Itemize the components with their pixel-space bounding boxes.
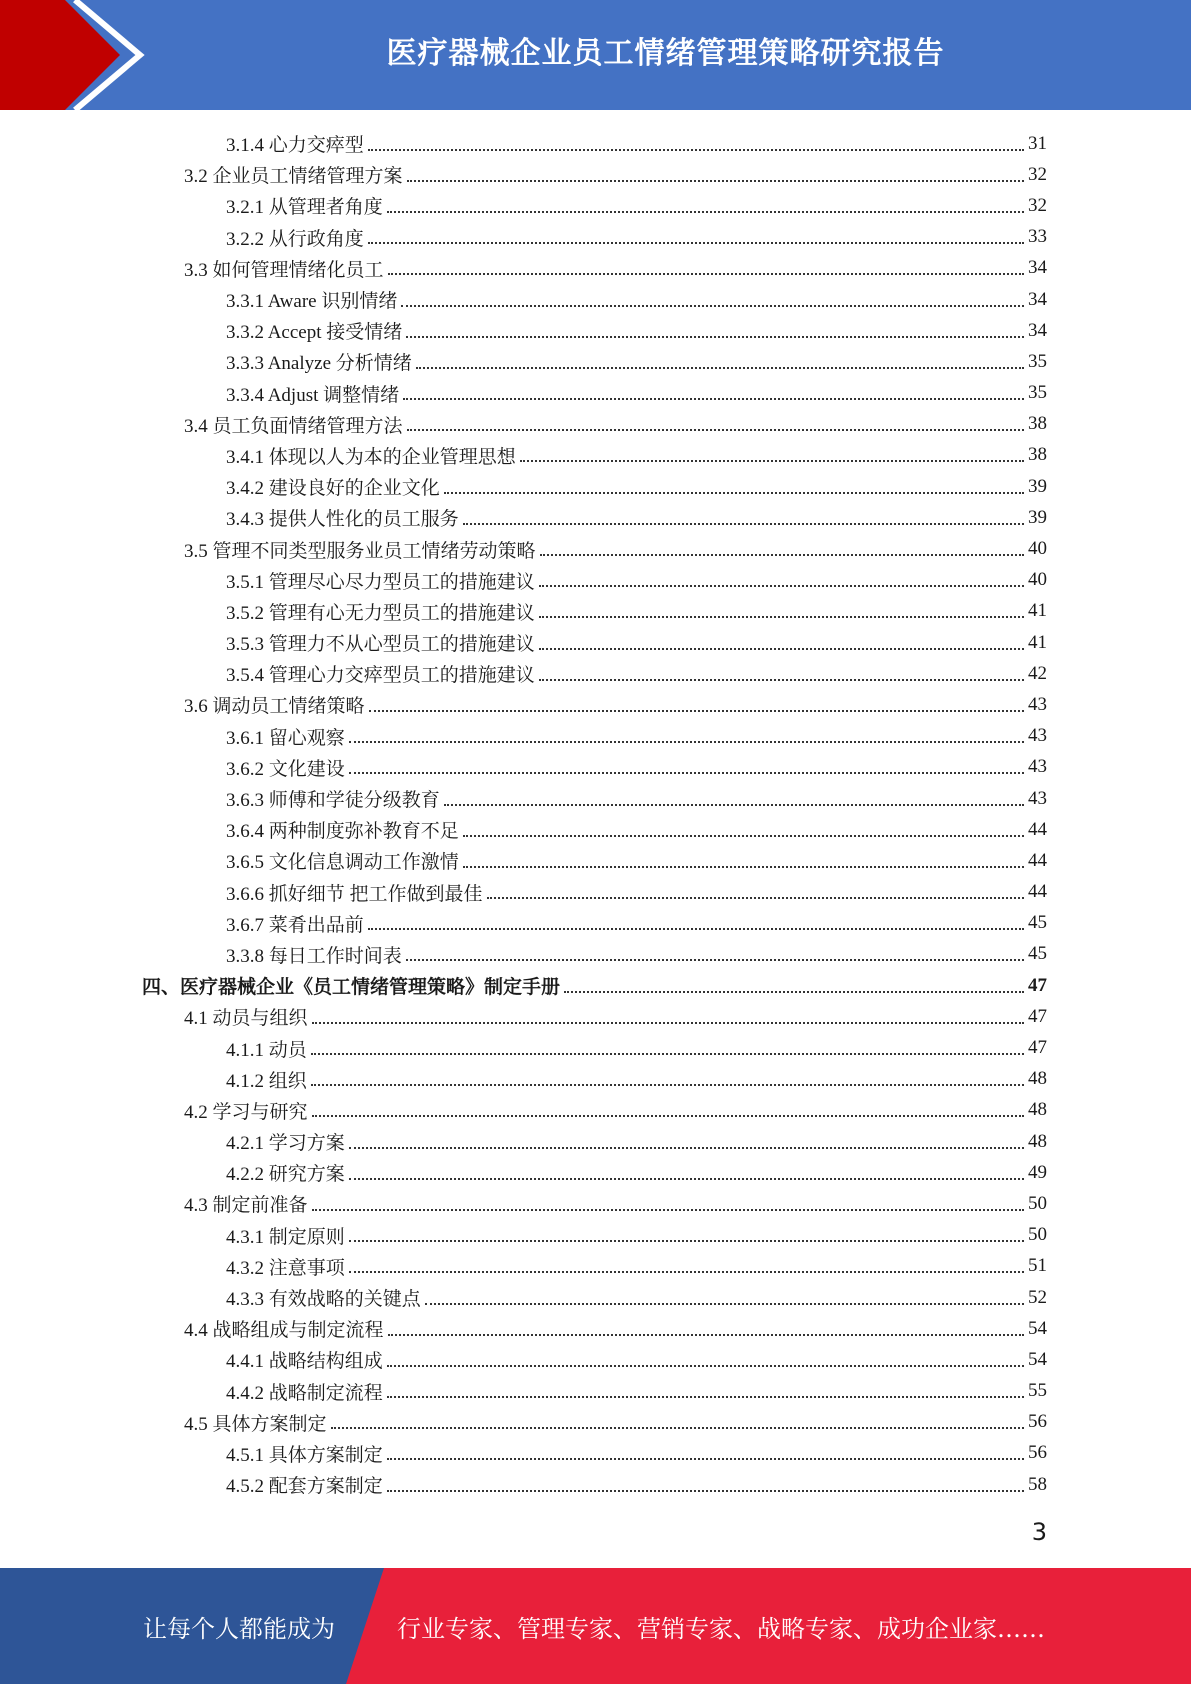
- header-banner: [0, 0, 1191, 110]
- toc-entry[interactable]: [0, 1032, 1191, 1063]
- toc-entry-page: 50: [1028, 1192, 1047, 1214]
- toc-dot-leader: [539, 585, 1024, 587]
- toc-dot-leader: [387, 1365, 1024, 1367]
- toc-dot-leader: [388, 1334, 1024, 1336]
- header-arrow-decoration: [0, 0, 160, 110]
- toc-entry[interactable]: [0, 783, 1191, 814]
- toc-entry[interactable]: [0, 845, 1191, 876]
- toc-dot-leader: [540, 554, 1024, 556]
- toc-entry-label: 3.5 管理不同类型服务业员工情绪劳动策略: [184, 540, 536, 562]
- toc-dot-leader: [331, 1427, 1024, 1429]
- toc-dot-leader: [312, 1209, 1024, 1211]
- toc-dot-leader: [539, 616, 1024, 618]
- toc-entry[interactable]: [0, 1344, 1191, 1375]
- toc-dot-leader: [539, 648, 1024, 650]
- toc-entry-label: 3.4 员工负面情绪管理方法: [184, 415, 403, 437]
- toc-entry-label: 3.6.6 抓好细节 把工作做到最佳: [226, 883, 483, 905]
- toc-entry[interactable]: [0, 1469, 1191, 1500]
- toc-entry-page: 52: [1028, 1286, 1047, 1308]
- toc-dot-leader: [349, 772, 1024, 774]
- toc-entry-label: 3.6.5 文化信息调动工作激情: [226, 852, 459, 874]
- toc-entry-page: 41: [1028, 631, 1047, 653]
- toc-entry[interactable]: [0, 159, 1191, 190]
- toc-entry-label: 4.5.1 具体方案制定: [226, 1444, 383, 1466]
- toc-entry-page: 47: [1028, 1037, 1047, 1059]
- toc-entry[interactable]: [0, 1220, 1191, 1251]
- toc-entry-page: 51: [1028, 1255, 1047, 1277]
- toc-entry-label: 3.1.4 心力交瘁型: [226, 135, 364, 157]
- toc-entry-label: 3.3.8 每日工作时间表: [226, 945, 402, 967]
- toc-entry-page: 44: [1028, 818, 1047, 840]
- toc-entry-page: 42: [1028, 662, 1047, 684]
- toc-dot-leader: [349, 1271, 1024, 1273]
- toc-entry-label: 3.6.3 师傅和学徒分级教育: [226, 790, 440, 812]
- toc-entry[interactable]: [0, 721, 1191, 752]
- toc-entry[interactable]: [0, 1188, 1191, 1219]
- toc-entry-page: 38: [1028, 444, 1047, 466]
- toc-entry-label: 4.2 学习与研究: [184, 1101, 308, 1123]
- toc-dot-leader: [349, 741, 1024, 743]
- toc-entry[interactable]: [0, 1251, 1191, 1282]
- table-of-contents: [0, 128, 1191, 1500]
- toc-entry-page: 50: [1028, 1224, 1047, 1246]
- toc-entry-label: 3.6 调动员工情绪策略: [184, 696, 365, 718]
- toc-entry[interactable]: [0, 877, 1191, 908]
- toc-entry[interactable]: [0, 1376, 1191, 1407]
- toc-entry-page: 44: [1028, 881, 1047, 903]
- toc-entry-label: 3.6.7 菜肴出品前: [226, 914, 364, 936]
- toc-entry-page: 41: [1028, 600, 1047, 622]
- toc-entry[interactable]: [0, 565, 1191, 596]
- toc-entry-page: 56: [1028, 1411, 1047, 1433]
- toc-entry-label: 3.4.2 建设良好的企业文化: [226, 478, 440, 500]
- toc-entry-page: 43: [1028, 787, 1047, 809]
- toc-entry[interactable]: [0, 1126, 1191, 1157]
- toc-entry[interactable]: [0, 502, 1191, 533]
- report-title: 医疗器械企业员工情绪管理策略研究报告: [386, 36, 945, 71]
- toc-entry[interactable]: [0, 440, 1191, 471]
- toc-dot-leader: [401, 305, 1024, 307]
- toc-entry[interactable]: [0, 814, 1191, 845]
- toc-entry-page: 47: [1028, 974, 1047, 996]
- toc-entry[interactable]: [0, 596, 1191, 627]
- toc-entry[interactable]: [0, 908, 1191, 939]
- toc-entry-page: 39: [1028, 475, 1047, 497]
- toc-entry-label: 四、医疗器械企业《员工情绪管理策略》制定手册: [142, 977, 561, 999]
- toc-entry-label: 3.5.1 管理尽心尽力型员工的措施建议: [226, 571, 535, 593]
- toc-entry-label: 3.5.4 管理心力交瘁型员工的措施建议: [226, 665, 535, 687]
- toc-entry-page: 39: [1028, 506, 1047, 528]
- toc-dot-leader: [369, 710, 1024, 712]
- toc-entry[interactable]: [0, 970, 1191, 1001]
- toc-entry[interactable]: [0, 471, 1191, 502]
- toc-dot-leader: [425, 1303, 1024, 1305]
- toc-entry-label: 3.6.1 留心观察: [226, 727, 345, 749]
- toc-entry-page: 43: [1028, 756, 1047, 778]
- toc-entry-page: 45: [1028, 912, 1047, 934]
- toc-entry-page: 31: [1028, 132, 1047, 154]
- toc-dot-leader: [564, 991, 1024, 993]
- toc-entry[interactable]: [0, 689, 1191, 720]
- toc-dot-leader: [406, 959, 1024, 961]
- toc-entry-page: 44: [1028, 849, 1047, 871]
- toc-dot-leader: [387, 1490, 1024, 1492]
- footer-slogan: 让每个人都能成为: [143, 1614, 335, 1643]
- toc-entry-label: 3.3.1 Aware 识别情绪: [226, 291, 398, 313]
- toc-dot-leader: [312, 1115, 1024, 1117]
- toc-dot-leader: [349, 1147, 1024, 1149]
- toc-dot-leader: [406, 336, 1024, 338]
- toc-dot-leader: [387, 1458, 1024, 1460]
- toc-entry-page: 34: [1028, 319, 1047, 341]
- toc-entry-page: 34: [1028, 288, 1047, 310]
- footer-tagline: 行业专家、管理专家、营销专家、战略专家、成功企业家……: [397, 1614, 1045, 1643]
- toc-entry-label: 3.2.1 从管理者角度: [226, 197, 383, 219]
- toc-entry[interactable]: [0, 1001, 1191, 1032]
- toc-entry-label: 3.6.4 两种制度弥补教育不足: [226, 821, 459, 843]
- toc-dot-leader: [312, 1022, 1024, 1024]
- toc-entry[interactable]: [0, 346, 1191, 377]
- toc-entry-page: 48: [1028, 1099, 1047, 1121]
- toc-dot-leader: [368, 242, 1024, 244]
- toc-dot-leader: [311, 1053, 1024, 1055]
- toc-entry-page: 48: [1028, 1068, 1047, 1090]
- toc-entry[interactable]: [0, 1313, 1191, 1344]
- toc-entry-label: 3.4.1 体现以人为本的企业管理思想: [226, 446, 516, 468]
- toc-entry[interactable]: [0, 409, 1191, 440]
- toc-entry-page: 49: [1028, 1161, 1047, 1183]
- toc-entry-label: 3.2.2 从行政角度: [226, 228, 364, 250]
- toc-entry-label: 3.5.2 管理有心无力型员工的措施建议: [226, 602, 535, 624]
- toc-entry-label: 3.4.3 提供人性化的员工服务: [226, 509, 459, 531]
- toc-dot-leader: [444, 492, 1024, 494]
- toc-entry-page: 40: [1028, 569, 1047, 591]
- toc-dot-leader: [403, 398, 1024, 400]
- toc-entry-label: 3.3.3 Analyze 分析情绪: [226, 353, 412, 375]
- toc-dot-leader: [520, 460, 1024, 462]
- toc-entry-label: 4.3.2 注意事项: [226, 1257, 345, 1279]
- toc-entry-page: 33: [1028, 226, 1047, 248]
- toc-entry[interactable]: [0, 253, 1191, 284]
- toc-entry[interactable]: [0, 658, 1191, 689]
- toc-entry-page: 35: [1028, 350, 1047, 372]
- toc-dot-leader: [539, 679, 1024, 681]
- toc-dot-leader: [407, 180, 1024, 182]
- toc-entry-page: 55: [1028, 1380, 1047, 1402]
- toc-entry-page: 54: [1028, 1348, 1047, 1370]
- toc-entry[interactable]: [0, 378, 1191, 409]
- toc-entry[interactable]: [0, 222, 1191, 253]
- toc-entry-page: 32: [1028, 194, 1047, 216]
- toc-dot-leader: [388, 273, 1024, 275]
- toc-entry-page: 35: [1028, 382, 1047, 404]
- toc-entry-page: 40: [1028, 538, 1047, 560]
- toc-entry[interactable]: [0, 1407, 1191, 1438]
- toc-entry-label: 4.5 具体方案制定: [184, 1413, 327, 1435]
- toc-dot-leader: [463, 866, 1024, 868]
- footer-banner: [0, 1568, 1191, 1684]
- toc-entry-label: 4.4.1 战略结构组成: [226, 1351, 383, 1373]
- toc-entry[interactable]: [0, 752, 1191, 783]
- toc-entry-label: 3.6.2 文化建设: [226, 758, 345, 780]
- toc-entry-page: 56: [1028, 1442, 1047, 1464]
- toc-entry-label: 4.3.1 制定原则: [226, 1226, 345, 1248]
- toc-entry[interactable]: [0, 1064, 1191, 1095]
- toc-entry[interactable]: [0, 190, 1191, 221]
- toc-entry[interactable]: [0, 1157, 1191, 1188]
- toc-dot-leader: [463, 835, 1024, 837]
- toc-dot-leader: [416, 367, 1024, 369]
- toc-entry-label: 4.1.1 动员: [226, 1039, 307, 1061]
- toc-dot-leader: [349, 1178, 1024, 1180]
- toc-entry-label: 3.3 如何管理情绪化员工: [184, 259, 384, 281]
- toc-entry-page: 34: [1028, 257, 1047, 279]
- toc-entry-label: 3.5.3 管理力不从心型员工的措施建议: [226, 634, 535, 656]
- toc-entry[interactable]: [0, 1282, 1191, 1313]
- toc-entry[interactable]: [0, 627, 1191, 658]
- toc-entry-label: 3.3.2 Accept 接受情绪: [226, 322, 403, 344]
- toc-entry-label: 3.3.4 Adjust 调整情绪: [226, 384, 400, 406]
- toc-dot-leader: [463, 523, 1024, 525]
- toc-dot-leader: [387, 1396, 1024, 1398]
- toc-entry[interactable]: [0, 533, 1191, 564]
- toc-entry-label: 3.2 企业员工情绪管理方案: [184, 166, 403, 188]
- toc-entry-label: 4.4 战略组成与制定流程: [184, 1320, 384, 1342]
- toc-entry[interactable]: [0, 128, 1191, 159]
- toc-entry-label: 4.3 制定前准备: [184, 1195, 308, 1217]
- page-number: 3: [1031, 1518, 1047, 1546]
- toc-entry-page: 43: [1028, 693, 1047, 715]
- toc-dot-leader: [311, 1084, 1024, 1086]
- toc-entry-page: 58: [1028, 1473, 1047, 1495]
- toc-entry-page: 48: [1028, 1130, 1047, 1152]
- toc-entry-label: 4.1 动员与组织: [184, 1008, 308, 1030]
- toc-entry[interactable]: [0, 284, 1191, 315]
- toc-entry-page: 43: [1028, 725, 1047, 747]
- toc-entry-label: 4.2.2 研究方案: [226, 1164, 345, 1186]
- toc-dot-leader: [487, 897, 1024, 899]
- toc-entry-label: 4.2.1 学习方案: [226, 1133, 345, 1155]
- toc-entry-label: 4.1.2 组织: [226, 1070, 307, 1092]
- toc-entry[interactable]: [0, 1438, 1191, 1469]
- toc-dot-leader: [349, 1240, 1024, 1242]
- toc-dot-leader: [444, 804, 1024, 806]
- toc-dot-leader: [407, 429, 1024, 431]
- toc-dot-leader: [368, 149, 1024, 151]
- toc-entry[interactable]: [0, 939, 1191, 970]
- toc-entry-label: 4.4.2 战略制定流程: [226, 1382, 383, 1404]
- toc-entry-page: 47: [1028, 1005, 1047, 1027]
- toc-entry-page: 54: [1028, 1317, 1047, 1339]
- toc-dot-leader: [387, 211, 1024, 213]
- toc-entry-page: 45: [1028, 943, 1047, 965]
- toc-entry-page: 38: [1028, 413, 1047, 435]
- toc-entry-label: 4.3.3 有效战略的关键点: [226, 1289, 421, 1311]
- toc-entry[interactable]: [0, 315, 1191, 346]
- toc-dot-leader: [368, 928, 1024, 930]
- toc-entry-page: 32: [1028, 163, 1047, 185]
- toc-entry-label: 4.5.2 配套方案制定: [226, 1476, 383, 1498]
- toc-entry[interactable]: [0, 1095, 1191, 1126]
